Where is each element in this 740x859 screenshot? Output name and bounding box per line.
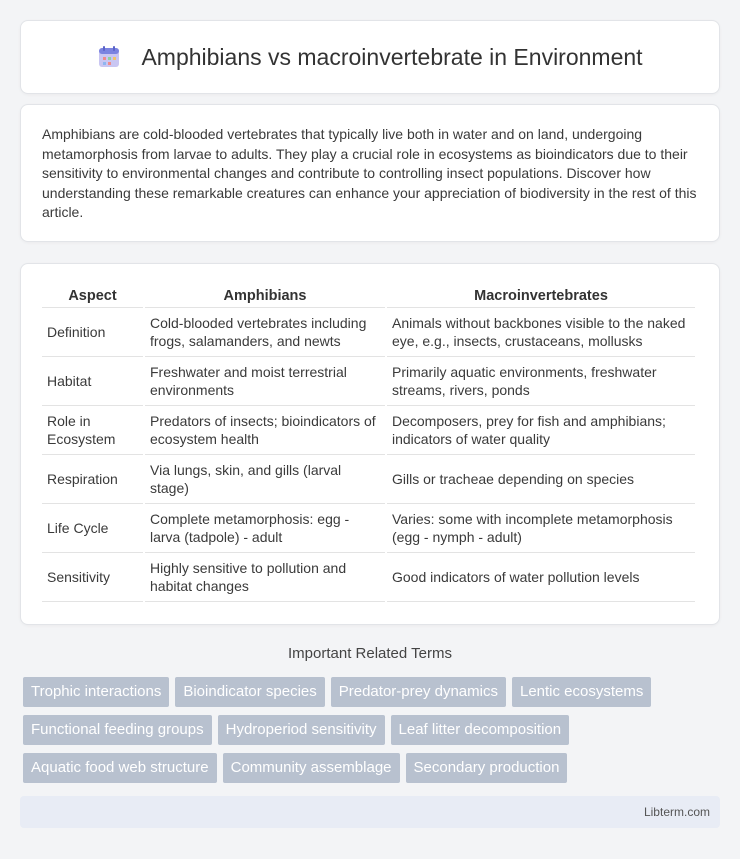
cell-macro: Varies: some with incomplete metamorphosis (egg - nymph - adult) — [387, 504, 695, 553]
cell-amphibians: Predators of insects; bioindicators of ecosystem health — [145, 406, 385, 455]
table-row — [42, 308, 695, 357]
calendar-icon — [97, 45, 121, 69]
footer-brand-link[interactable]: Libterm.com — [643, 805, 710, 819]
cell-amphibians: Freshwater and moist terrestrial environments — [145, 357, 385, 406]
cell-macro: Good indicators of water pollution levels — [387, 553, 695, 602]
cell-macro: Gills or tracheae depending on species — [387, 455, 695, 504]
related-term-tag[interactable]: Aquatic food web structure — [23, 753, 217, 783]
related-term-tag[interactable]: Predator-prey dynamics — [331, 677, 506, 707]
cell-amphibians: Via lungs, skin, and gills (larval stage) — [145, 455, 385, 504]
intro-text: Amphibians are cold-blooded vertebrates that typically live both in water and on land, undergoing metamorphosis from larvae to adults. They play a crucial role in ecosystems as bioindicators due to their sensitivity to environmental changes and contribute to controlling insect populations. Discover how understanding these remarkable creatures can enhance your appreciation of biodiversity in the rest of this article. — [42, 126, 697, 220]
table-row — [42, 357, 695, 406]
footer — [20, 796, 720, 828]
table-row — [42, 406, 695, 455]
table-row — [42, 553, 695, 602]
cell-macro: Animals without backbones visible to the naked eye, e.g., insects, crustaceans, mollusks — [387, 308, 695, 357]
related-term-tag[interactable]: Functional feeding groups — [23, 715, 212, 745]
comparison-table — [40, 284, 697, 602]
table-row — [42, 455, 695, 504]
related-term-tag[interactable]: Leaf litter decomposition — [391, 715, 570, 745]
cell-aspect: Sensitivity — [42, 553, 143, 602]
cell-aspect: Respiration — [42, 455, 143, 504]
related-term-tag[interactable]: Bioindicator species — [175, 677, 324, 707]
cell-aspect: Habitat — [42, 357, 143, 406]
header-amphibians: Amphibians — [145, 284, 385, 308]
related-term-tag[interactable]: Trophic interactions — [23, 677, 169, 707]
cell-aspect: Life Cycle — [42, 504, 143, 553]
header-aspect: Aspect — [42, 284, 143, 308]
intro-card — [20, 104, 720, 242]
header-card — [20, 20, 720, 94]
cell-amphibians: Highly sensitive to pollution and habitat changes — [145, 553, 385, 602]
cell-macro: Primarily aquatic environments, freshwater streams, rivers, ponds — [387, 357, 695, 406]
comparison-table-card — [20, 263, 720, 625]
related-term-tag[interactable]: Community assemblage — [223, 753, 400, 783]
related-term-tag[interactable]: Hydroperiod sensitivity — [218, 715, 385, 745]
page-title: Amphibians vs macroinvertebrate in Environment — [141, 43, 643, 70]
table-header-row — [42, 284, 695, 308]
related-terms-title: Important Related Terms — [288, 645, 452, 662]
cell-amphibians: Complete metamorphosis: egg - larva (tadpole) - adult — [145, 504, 385, 553]
cell-aspect: Role in Ecosystem — [42, 406, 143, 455]
related-terms-tags — [23, 677, 723, 783]
table-row — [42, 504, 695, 553]
related-term-tag[interactable]: Lentic ecosystems — [512, 677, 651, 707]
cell-aspect: Definition — [42, 308, 143, 357]
cell-macro: Decomposers, prey for fish and amphibians; indicators of water quality — [387, 406, 695, 455]
related-term-tag[interactable]: Secondary production — [406, 753, 568, 783]
cell-amphibians: Cold-blooded vertebrates including frogs, salamanders, and newts — [145, 308, 385, 357]
header-macroinvertebrates: Macroinvertebrates — [387, 284, 695, 308]
